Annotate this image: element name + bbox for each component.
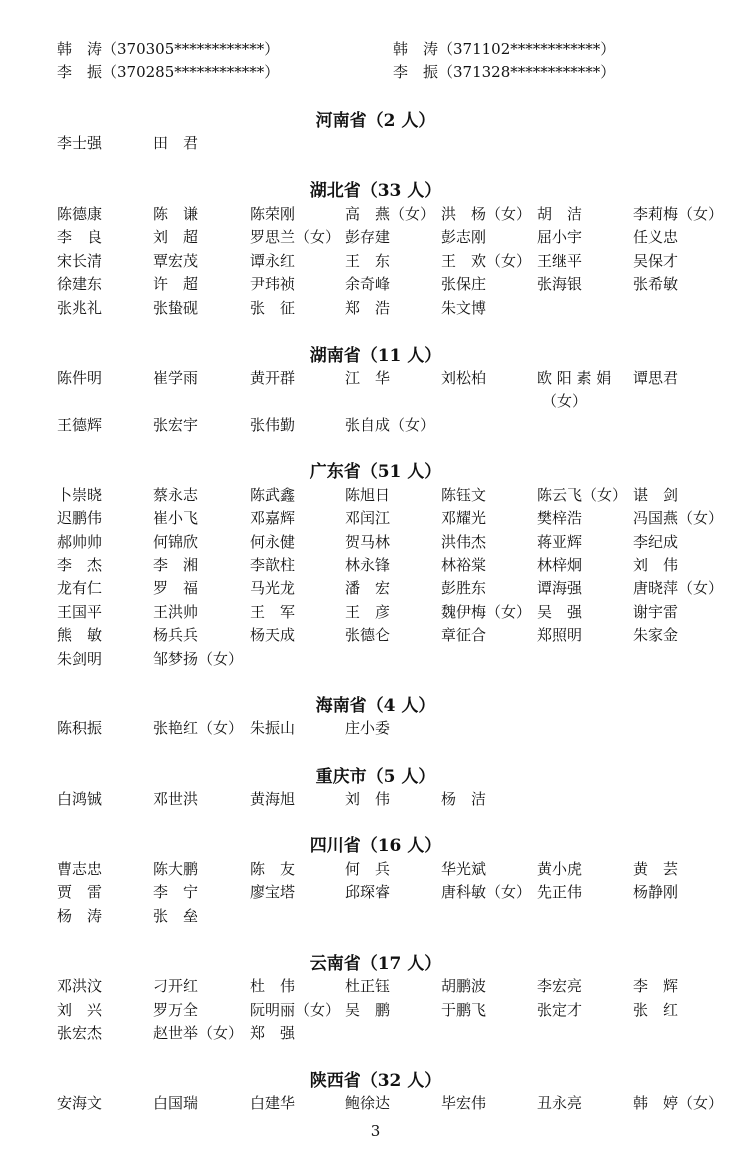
person-name: 刘 伟 [633, 556, 679, 574]
person-name: 杜正钰 [345, 977, 391, 995]
person-name: 江 华 [345, 369, 391, 387]
person-name: 彭胜东 [441, 579, 487, 597]
person-name: 李 湘 [153, 556, 199, 574]
person-name: 高 燕（女） [345, 205, 436, 223]
person-name: 谭思君 [633, 369, 679, 387]
person-name: 蒋亚辉 [537, 533, 583, 551]
person-name: 王继平 [537, 252, 583, 270]
person-name: 张艳红（女） [153, 719, 244, 737]
section-heading: 重庆市（5 人） [315, 767, 436, 787]
person-name: 张 垒 [153, 907, 199, 925]
person-name: 白国瑞 [153, 1094, 199, 1112]
person-name: 邓洪汶 [57, 977, 103, 995]
person-name: 熊 敏 [57, 626, 103, 644]
person-id-entry: 韩 涛（371102************） [393, 40, 616, 58]
person-name: 陈件明 [57, 369, 103, 387]
person-name: 邓嘉辉 [250, 509, 296, 527]
name-row [0, 531, 751, 553]
person-name: 胡鹏波 [441, 977, 487, 995]
person-name: 郑 浩 [345, 299, 391, 317]
person-name: 李 宁 [153, 883, 199, 901]
person-name: 张兆礼 [57, 299, 103, 317]
section-heading: 陕西省（32 人） [309, 1071, 442, 1091]
person-name: 王 彦 [345, 603, 391, 621]
name-row [0, 367, 751, 389]
person-name: 刁开红 [153, 977, 199, 995]
person-name: 樊梓浩 [537, 509, 583, 527]
person-name: 李宏亮 [537, 977, 583, 995]
person-name: 杨天成 [250, 626, 296, 644]
person-name: 胡 洁 [537, 205, 583, 223]
person-name: 黄开群 [250, 369, 296, 387]
person-name: 张保庄 [441, 275, 487, 293]
person-name: 廖宝塔 [250, 883, 296, 901]
person-name: 章征合 [441, 626, 487, 644]
person-name: 潘 宏 [345, 579, 391, 597]
person-name: 吴 强 [537, 603, 583, 621]
section-heading: 湖北省（33 人） [309, 181, 442, 201]
person-name: 陈 友 [250, 860, 296, 878]
person-name: 陈积振 [57, 719, 103, 737]
person-name: 韩 婷（女） [633, 1094, 724, 1112]
person-name: 林永锋 [345, 556, 391, 574]
person-name: 尹玮祯 [250, 275, 296, 293]
person-name: 鲍徐达 [345, 1094, 391, 1112]
name-row [0, 203, 751, 225]
person-name: 谭海强 [537, 579, 583, 597]
person-name: 黄小虎 [537, 860, 583, 878]
person-name: 贺马林 [345, 533, 391, 551]
person-name: 林裕棠 [441, 556, 487, 574]
person-name: 毕宏伟 [441, 1094, 487, 1112]
name-row [0, 601, 751, 623]
section-heading: 海南省（4 人） [315, 696, 436, 716]
person-name: 华光斌 [441, 860, 487, 878]
person-name: 徐建东 [57, 275, 103, 293]
person-name: 朱剑明 [57, 650, 103, 668]
person-name: 张海银 [537, 275, 583, 293]
person-name: 贾 雷 [57, 883, 103, 901]
person-name: 朱家金 [633, 626, 679, 644]
name-row [0, 858, 751, 880]
person-name: 冯国燕（女） [633, 509, 724, 527]
person-name: 陈大鹏 [153, 860, 199, 878]
person-name: 谢宇雷 [633, 603, 679, 621]
person-name: 余奇峰 [345, 275, 391, 293]
person-name: 龙有仁 [57, 579, 103, 597]
person-name: 先正伟 [537, 883, 583, 901]
person-name: 朱文博 [441, 299, 487, 317]
person-name: 杨静刚 [633, 883, 679, 901]
name-row [0, 905, 751, 927]
person-name: 阮明丽（女） [250, 1001, 341, 1019]
person-name: 李 杰 [57, 556, 103, 574]
person-name: 邓耀光 [441, 509, 487, 527]
person-name: 王 欢（女） [441, 252, 532, 270]
person-name: 王 东 [345, 252, 391, 270]
id-line [0, 61, 751, 83]
person-name: 田 君 [153, 134, 199, 152]
person-name: 杨 洁 [441, 790, 487, 808]
name-row [0, 414, 751, 436]
person-name: 李纪成 [633, 533, 679, 551]
person-name: 李莉梅（女） [633, 205, 724, 223]
person-name: 白鸿铖 [57, 790, 103, 808]
person-name: 蔡永志 [153, 486, 199, 504]
person-name: 陈 谦 [153, 205, 199, 223]
name-row [0, 250, 751, 272]
person-name: 庄小委 [345, 719, 391, 737]
person-name: 罗万全 [153, 1001, 199, 1019]
person-name: 唐科敏（女） [441, 883, 532, 901]
name-row [0, 1022, 751, 1044]
name-row [0, 717, 751, 739]
person-name: 朱振山 [250, 719, 296, 737]
person-name: 李士强 [57, 134, 103, 152]
person-name: 陈德康 [57, 205, 103, 223]
person-name: 陈云飞（女） [537, 486, 628, 504]
person-name: 彭志刚 [441, 228, 487, 246]
person-name: 陈武鑫 [250, 486, 296, 504]
person-name: 魏伊梅（女） [441, 603, 532, 621]
person-name: 何 兵 [345, 860, 391, 878]
person-name: 洪伟杰 [441, 533, 487, 551]
page-number: 3 [370, 1122, 381, 1140]
name-row [0, 648, 751, 670]
person-id-entry: 李 振（371328************） [393, 63, 616, 81]
person-name: 许 超 [153, 275, 199, 293]
name-row [0, 624, 751, 646]
person-name: 李 良 [57, 228, 103, 246]
person-name: 张自成（女） [345, 416, 436, 434]
person-name: 刘 超 [153, 228, 199, 246]
person-name: 邓闰江 [345, 509, 391, 527]
person-name: 刘松柏 [441, 369, 487, 387]
person-id-entry: 韩 涛（370305************） [57, 40, 280, 58]
person-name: 曹志忠 [57, 860, 103, 878]
person-name: 迟鹏伟 [57, 509, 103, 527]
person-name: 王 军 [250, 603, 296, 621]
name-row [0, 507, 751, 529]
person-name: 谭永红 [250, 252, 296, 270]
person-id-entry: 李 振（370285************） [57, 63, 280, 81]
person-name: 黄海旭 [250, 790, 296, 808]
section-heading: 四川省（16 人） [309, 836, 442, 856]
person-name: 张伟勤 [250, 416, 296, 434]
person-name: 洪 杨（女） [441, 205, 532, 223]
person-name: 李 辉 [633, 977, 679, 995]
person-name: 欧 阳 素 娟 [537, 369, 612, 387]
person-name: 邱琛睿 [345, 883, 391, 901]
person-name: 张宏杰 [57, 1024, 103, 1042]
section-heading: 云南省（17 人） [309, 954, 442, 974]
person-name: 何永健 [250, 533, 296, 551]
name-row [0, 132, 751, 154]
person-name: 王国平 [57, 603, 103, 621]
name-row [0, 999, 751, 1021]
person-name: 林梓炯 [537, 556, 583, 574]
person-name: 郑照明 [537, 626, 583, 644]
person-name: 唐晓萍（女） [633, 579, 724, 597]
name-row [0, 881, 751, 903]
person-name: 郝帅帅 [57, 533, 103, 551]
person-name: 何锦欣 [153, 533, 199, 551]
person-name: 李歆柱 [250, 556, 296, 574]
person-name: 吴保才 [633, 252, 679, 270]
person-name: 杨 涛 [57, 907, 103, 925]
section-heading: 广东省（51 人） [309, 462, 442, 482]
name-row [0, 226, 751, 248]
person-name: 张希敏 [633, 275, 679, 293]
name-row [0, 577, 751, 599]
person-name: 赵世举（女） [153, 1024, 244, 1042]
person-name: 罗 福 [153, 579, 199, 597]
section-heading: 河南省（2 人） [315, 111, 436, 131]
person-name: 崔学雨 [153, 369, 199, 387]
person-name: 王德辉 [57, 416, 103, 434]
person-name: 张德仑 [345, 626, 391, 644]
person-name: 张宏宇 [153, 416, 199, 434]
person-name: 吴 鹏 [345, 1001, 391, 1019]
person-name: 白建华 [250, 1094, 296, 1112]
person-name: 张 征 [250, 299, 296, 317]
person-name: 覃宏茂 [153, 252, 199, 270]
person-name: 王洪帅 [153, 603, 199, 621]
person-name: 郑 强 [250, 1024, 296, 1042]
person-name: （女） [542, 392, 588, 410]
person-name: 宋长清 [57, 252, 103, 270]
person-name: 于鹏飞 [441, 1001, 487, 1019]
person-name: 谌 剑 [633, 486, 679, 504]
person-name: 崔小飞 [153, 509, 199, 527]
id-line [0, 38, 751, 60]
person-name: 屈小宇 [537, 228, 583, 246]
person-name: 张 红 [633, 1001, 679, 1019]
person-name: 刘 兴 [57, 1001, 103, 1019]
person-name: 邹梦扬（女） [153, 650, 244, 668]
person-name: 杜 伟 [250, 977, 296, 995]
person-name: 张定才 [537, 1001, 583, 1019]
person-name: 卜崇晓 [57, 486, 103, 504]
person-name: 陈钰文 [441, 486, 487, 504]
name-row [0, 554, 751, 576]
person-name: 丑永亮 [537, 1094, 583, 1112]
person-name: 罗思兰（女） [250, 228, 341, 246]
name-row [0, 484, 751, 506]
person-name: 陈旭日 [345, 486, 391, 504]
person-name: 黄 芸 [633, 860, 679, 878]
person-name: 安海文 [57, 1094, 103, 1112]
person-name: 马光龙 [250, 579, 296, 597]
name-row [0, 1092, 751, 1114]
person-name: 杨兵兵 [153, 626, 199, 644]
name-row [0, 788, 751, 810]
person-name: 刘 伟 [345, 790, 391, 808]
name-row [0, 390, 751, 412]
person-name: 邓世洪 [153, 790, 199, 808]
name-row [0, 297, 751, 319]
name-row [0, 273, 751, 295]
person-name: 彭存建 [345, 228, 391, 246]
person-name: 任义忠 [633, 228, 679, 246]
person-name: 张蛰砚 [153, 299, 199, 317]
name-row [0, 975, 751, 997]
section-heading: 湖南省（11 人） [309, 346, 442, 366]
person-name: 陈荣刚 [250, 205, 296, 223]
